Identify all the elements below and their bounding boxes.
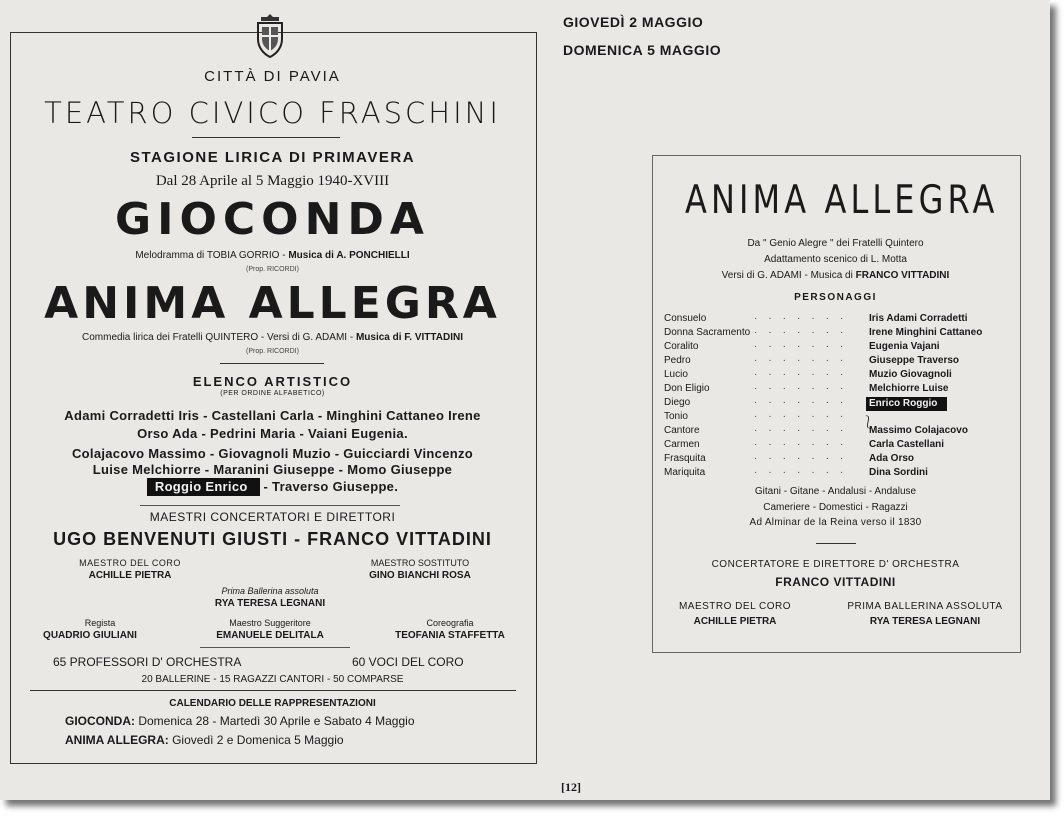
divider bbox=[30, 690, 516, 691]
cast-role: Coralito bbox=[664, 341, 699, 352]
bracket: ⎱ bbox=[862, 415, 875, 429]
conductor-label: CONCERTATORE E DIRETTORE D' ORCHESTRA bbox=[711, 559, 960, 570]
cast-women-line-2: Orso Ada - Pedrini Maria - Vaiani Eugenia. bbox=[137, 426, 408, 441]
cast-role: Diego bbox=[664, 397, 691, 408]
source-line: Da " Genio Alegre " dei Fratelli Quintero bbox=[747, 238, 924, 249]
coro-name: ACHILLE PIETRA bbox=[88, 570, 172, 581]
cast-role: Don Eligio bbox=[664, 383, 710, 394]
chorus-line-1: Gitani - Gitane - Andalusi - Andaluse bbox=[754, 486, 917, 497]
extras-count: 20 BALLERINE - 15 RAGAZZI CANTORI - 50 COMPARSE bbox=[141, 674, 404, 685]
cast-men-line-3: Roggio Enrico - Traverso Giuseppe. bbox=[10, 479, 535, 494]
right-coro-label: MAESTRO DEL CORO bbox=[678, 601, 792, 612]
ballerina-label: Prima Ballerina assoluta bbox=[221, 586, 319, 596]
opera1-credits: Melodramma di TOBIA GORRIO - Musica di A. PONCHIELLI bbox=[135, 250, 410, 261]
performance-date-1: GIOVEDÌ 2 MAGGIO bbox=[563, 14, 704, 30]
conductor-name: FRANCO VITTADINI bbox=[775, 575, 896, 589]
adaptation-line: Adattamento scenico di L. Motta bbox=[764, 254, 907, 265]
leader-dots: ······· bbox=[754, 341, 855, 352]
cast-men-line-1: Colajacovo Massimo - Giovagnoli Muzio - Guicciardi Vincenzo bbox=[71, 446, 474, 461]
suggeritore-label: Maestro Suggeritore bbox=[229, 618, 311, 628]
leader-dots: ······· bbox=[754, 327, 855, 338]
cast-role: Mariquita bbox=[664, 467, 706, 478]
divider bbox=[816, 543, 856, 544]
coreografia-name: TEOFANIA STAFFETTA bbox=[395, 630, 505, 641]
calendar-gioconda: GIOCONDA: Domenica 28 - Martedì 30 Aprile e Sabato 4 Maggio bbox=[65, 714, 415, 728]
sostituto-name: GINO BIANCHI ROSA bbox=[369, 570, 471, 581]
opera1-title: GIOCONDA bbox=[115, 194, 430, 245]
personaggi-heading: PERSONAGGI bbox=[794, 292, 877, 303]
leader-dots: ······· bbox=[754, 313, 855, 324]
season-title: STAGIONE LIRICA DI PRIMAVERA bbox=[129, 149, 416, 166]
cast-role: Tonio bbox=[664, 411, 688, 422]
chorus-count: 60 VOCI DEL CORO bbox=[352, 655, 464, 669]
leader-dots: ······· bbox=[754, 397, 855, 408]
right-ballerina-name: RYA TERESA LEGNANI bbox=[869, 616, 981, 627]
opera2-credits: Commedia lirica dei Fratelli QUINTERO - Versi di G. ADAMI - Musica di F. VITTADINI bbox=[82, 332, 463, 343]
cast-role: Pedro bbox=[664, 355, 691, 366]
cast-actor: Giuseppe Traverso bbox=[869, 355, 960, 366]
cast-role: Lucio bbox=[664, 369, 688, 380]
cast-women-line-1: Adami Corradetti Iris - Castellani Carla - Minghini Cattaneo Irene bbox=[64, 408, 481, 423]
opera2-title: ANIMA ALLEGRA bbox=[44, 278, 501, 329]
performance-date-2: DOMENICA 5 MAGGIO bbox=[563, 42, 722, 58]
conductors-title: MAESTRI CONCERTATORI E DIRETTORI bbox=[149, 510, 396, 524]
cast-role: Donna Sacramento bbox=[664, 327, 751, 338]
cast-actor: Enrico Roggio bbox=[866, 397, 947, 411]
ballerina-name: RYA TERESA LEGNANI bbox=[214, 598, 326, 609]
calendar-anima-allegra: ANIMA ALLEGRA: Giovedì 2 e Domenica 5 Maggio bbox=[65, 733, 344, 747]
leader-dots: ······· bbox=[754, 439, 855, 450]
cast-men-line-2: Luise Melchiorre - Maranini Giuseppe - Momo Giuseppe bbox=[92, 462, 453, 477]
chorus-line-2: Cameriere - Domestici - Ragazzi bbox=[763, 502, 908, 513]
calendar-title: CALENDARIO DELLE RAPPRESENTAZIONI bbox=[169, 698, 376, 709]
cast-actor: Melchiorre Luise bbox=[869, 383, 949, 394]
right-coro-name: ACHILLE PIETRA bbox=[693, 616, 777, 627]
cast-actor: Irene Minghini Cattaneo bbox=[869, 327, 983, 338]
divider bbox=[220, 363, 324, 364]
cast-role: Carmen bbox=[664, 439, 700, 450]
conductors-names: UGO BENVENUTI GIUSTI - FRANCO VITTADINI bbox=[53, 529, 492, 549]
cast-actor: Carla Castellani bbox=[869, 439, 945, 450]
cast-title: ELENCO ARTISTICO bbox=[192, 374, 353, 389]
cast-actor: Eugenia Vajani bbox=[869, 341, 940, 352]
highlighted-name: Roggio Enrico bbox=[147, 478, 260, 496]
divider bbox=[200, 647, 350, 648]
regista-name: QUADRIO GIULIANI bbox=[43, 630, 137, 641]
cast-note: (PER ORDINE ALFABETICO) bbox=[220, 390, 325, 397]
sostituto-label: MAESTRO SOSTITUTO bbox=[370, 558, 470, 568]
verses-line: Versi di G. ADAMI - Musica di FRANCO VITTADINI bbox=[721, 270, 950, 281]
cast-actor: Muzio Giovagnoli bbox=[869, 369, 952, 380]
coreografia-label: Coreografia bbox=[426, 618, 474, 628]
divider bbox=[192, 137, 340, 138]
leader-dots: ······· bbox=[754, 355, 855, 366]
cast-actor: Iris Adami Corradetti bbox=[869, 313, 968, 324]
cast-role: Cantore bbox=[664, 425, 700, 436]
city-crest-icon bbox=[252, 12, 288, 60]
leader-dots: ······· bbox=[754, 425, 855, 436]
right-title: ANIMA ALLEGRA bbox=[685, 178, 999, 223]
leader-dots: ······· bbox=[754, 383, 855, 394]
city-name: CITTÀ DI PAVIA bbox=[204, 68, 341, 85]
season-dates: Dal 28 Aprile al 5 Maggio 1940-XVIII bbox=[155, 173, 390, 189]
cast-actor: Ada Orso bbox=[869, 453, 915, 464]
setting-line: Ad Alminar de la Reina verso il 1830 bbox=[749, 517, 922, 528]
cast-actor: Massimo Colajacovo bbox=[869, 425, 968, 436]
cast-role: Consuelo bbox=[664, 313, 707, 324]
leader-dots: ······· bbox=[754, 411, 855, 422]
right-ballerina-label: PRIMA BALLERINA ASSOLUTA bbox=[847, 601, 1003, 612]
opera1-publisher: (Prop. RICORDI) bbox=[246, 266, 299, 273]
leader-dots: ······· bbox=[754, 467, 855, 478]
leader-dots: ······· bbox=[754, 453, 855, 464]
coro-label: MAESTRO DEL CORO bbox=[79, 558, 181, 568]
leader-dots: ······· bbox=[754, 369, 855, 380]
regista-label: Regista bbox=[84, 618, 116, 628]
cast-role: Frasquita bbox=[664, 453, 706, 464]
page-number: [12] bbox=[561, 780, 581, 794]
orchestra-count: 65 PROFESSORI D' ORCHESTRA bbox=[53, 655, 242, 669]
divider bbox=[140, 505, 400, 506]
theatre-name: TEATRO CIVICO FRASCHINI bbox=[44, 96, 501, 130]
opera2-publisher: (Prop. RICORDI) bbox=[246, 348, 299, 355]
suggeritore-name: EMANUELE DELITALA bbox=[216, 630, 324, 641]
cast-actor: Dina Sordini bbox=[869, 467, 928, 478]
